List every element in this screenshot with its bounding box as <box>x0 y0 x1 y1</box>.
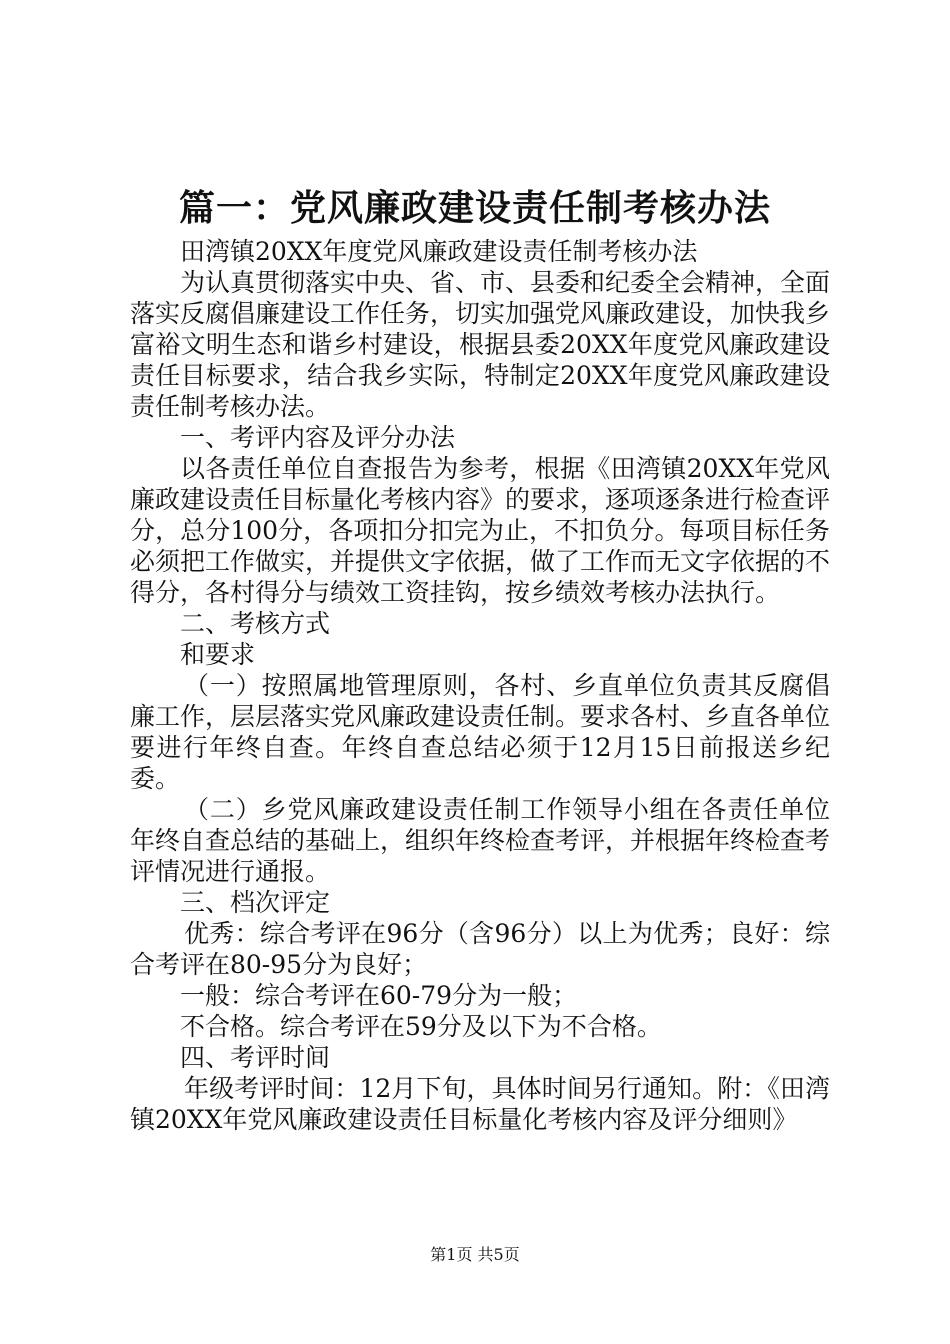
paragraph-grade-fail: 不合格。综合考评在59分及以下为不合格。 <box>180 1012 662 1041</box>
page-footer: 第1页 共5页 <box>430 1245 520 1264</box>
section-heading-3: 三、档次评定 <box>180 888 331 917</box>
paragraph-scoring: 以各责任单位自查报告为参考，根据《田湾镇20XX年党风廉政建设责任目标量化考核内容》的要求，逐项逐条进行检查评分，总分100分，各项扣分扣完为止，不扣负分。每项目标任务必须把工作做实，并提供文字依据，做了工作而无文字依据的不得分，各村得分与绩效工资挂钩，按乡绩效考核办法执行。 <box>130 454 831 607</box>
document-body <box>130 236 830 1135</box>
paragraph-time: 年级考评时间：12月下旬，具体时间另行通知。附：《田湾镇20XX年党风廉政建设责任目标量化考核内容及评分细则》 <box>130 1074 830 1134</box>
section-heading-1: 一、考评内容及评分办法 <box>180 423 456 452</box>
paragraph-method-1: （一）按照属地管理原则，各村、乡直单位负责其反腐倡廉工作，层层落实党风廉政建设责任制。要求各村、乡直各单位要进行年终自查。年终自查总结必须于12月15日前报送乡纪委。 <box>130 671 831 793</box>
paragraph-intro: 为认真贯彻落实中央、省、市、县委和纪委全会精神，全面落实反腐倡廉建设工作任务，切实加强党风廉政建设，加快我乡富裕文明生态和谐乡村建设，根据县委20XX年度党风廉政建设责任目标要求，结合我乡实际，特制定20XX年度党风廉政建设责任制考核办法。 <box>130 268 831 421</box>
paragraph-method-2: （二）乡党风廉政建设责任制工作领导小组在各责任单位年终自查总结的基础上，组织年终检查考评，并根据年终检查考评情况进行通报。 <box>130 795 831 886</box>
section-heading-2: 二、考核方式 <box>180 609 331 638</box>
section-heading-2-continued: 和要求 <box>180 640 256 669</box>
paragraph-subtitle: 田湾镇20XX年度党风廉政建设责任制考核办法 <box>180 237 698 266</box>
paragraph-grade-excellent: 优秀：综合考评在96分（含96分）以上为优秀；良好：综合考评在80-95分为良好； <box>130 919 830 979</box>
section-heading-4: 四、考评时间 <box>180 1043 331 1072</box>
paragraph-grade-average: 一般：综合考评在60-79分为一般； <box>180 981 578 1010</box>
document-title: 篇一：党风廉政建设责任制考核办法 <box>178 187 771 229</box>
